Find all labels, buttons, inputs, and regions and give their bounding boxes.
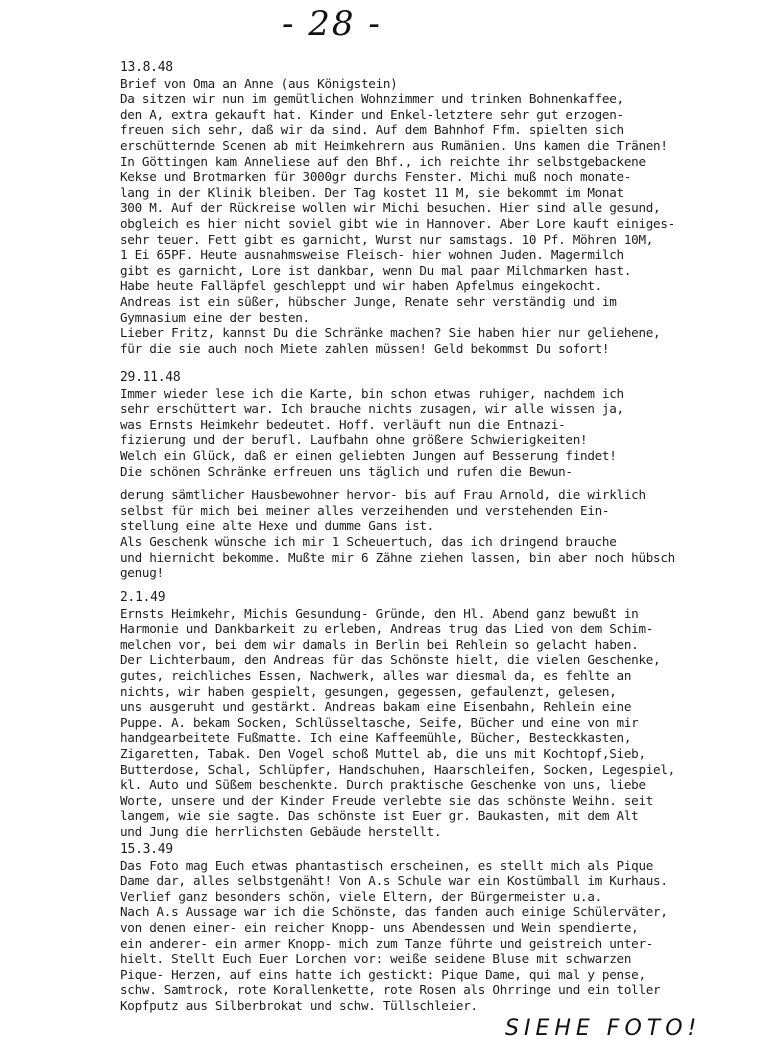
text-line: freuen sich sehr, daß wir da sind. Auf dem Bahnhof Ffm. spielten sich <box>120 122 624 138</box>
text-line: 1 Ei 65PF. Heute ausnahmsweise Fleisch- hier wohnen Juden. Magermilch <box>120 247 624 263</box>
text-line: langem, wie sie sagte. Das schönste ist Euer gr. Baukasten, mit dem Alt <box>120 808 639 824</box>
text-line: obgleich es hier nicht soviel gibt wie in Hannover. Aber Lore kauft einiges- <box>120 215 675 231</box>
text-line: 300 M. Auf der Rückreise wollen wir Michi besuchen. Hier sind alle gesund, <box>120 200 661 216</box>
text-line: Da sitzen wir nun im gemütlichen Wohnzimmer und trinken Bohnenkaffee, <box>120 91 624 107</box>
text-line: In Göttingen kam Anneliese auf den Bhf., ich reichte ihr selbstgebackene <box>120 153 646 169</box>
text-line: hielt. Stellt Euch Euer Lorchen vor: weiße seidene Bluse mit schwarzen <box>120 951 632 967</box>
text-line: und hiernicht bekomme. Mußte mir 6 Zähne ziehen lassen, bin aber noch hübsch <box>120 549 675 565</box>
letter-entry <box>120 590 680 840</box>
text-line: selbst für mich bei meiner alles verzeihenden und verstehenden Ein- <box>120 502 610 518</box>
text-line: Kopfputz aus Silberbrokat und schw. Tüllschleier. <box>120 997 478 1013</box>
text-line: gibt es garnicht, Lore ist dankbar, wenn Du mal paar Milchmarken hast. <box>120 262 632 278</box>
handwritten-note: SIEHE FOTO! <box>505 1016 702 1041</box>
letter-entry <box>120 60 680 356</box>
text-line: gutes, reichliches Essen, Nachwerk, alles war diesmal da, es fehlte an <box>120 667 632 683</box>
text-line: Dame dar, alles selbstgenäht! Von A.s Schule war ein Kostümball im Kurhaus. <box>120 873 668 889</box>
entry-date: 2.1.49 <box>120 590 166 605</box>
text-line: ein anderer- ein armer Knopp- mich zum Tanze führte und geistreich unter- <box>120 935 654 951</box>
text-line: Harmonie und Dankbarkeit zu erleben, Andreas trug das Lied von dem Schim- <box>120 621 654 637</box>
text-line: kl. Auto und Süßem beschenkte. Durch praktische Geschenke von uns, liebe <box>120 777 646 793</box>
text-line: schw. Samtrock, rote Korallenkette, rote Rosen als Ohrringe und ein toller <box>120 982 661 998</box>
text-line: Als Geschenk wünsche ich mir 1 Scheuertuch, das ich dringend brauche <box>120 533 617 549</box>
text-line: Kekse und Brotmarken für 3000gr durchs Fenster. Michi muß noch monate- <box>120 169 632 185</box>
text-line: Ernsts Heimkehr, Michis Gesundung- Gründe, den Hl. Abend ganz bewußt in <box>120 605 639 621</box>
text-line: Lieber Fritz, kannst Du die Schränke machen? Sie haben hier nur geliehene, <box>120 325 661 341</box>
text-line: genug! <box>120 565 164 581</box>
text-line: Welch ein Glück, daß er einen geliebten Jungen auf Besserung findet! <box>120 447 617 463</box>
text-line: sehr erschüttert war. Ich brauche nichts zusagen, wir alle wissen ja, <box>120 401 624 417</box>
text-line: Verlief ganz besonders schön, viele Eltern, der Bürgermeister u.a. <box>120 888 602 904</box>
text-line: Puppe. A. bekam Socken, Schlüsseltasche, Seife, Bücher und eine von mir <box>120 714 639 730</box>
text-line: den A, extra gekauft hat. Kinder und Enkel-letztere sehr gut erzogen- <box>120 106 624 122</box>
entry-date: 13.8.48 <box>120 60 173 75</box>
text-line: lang in der Klinik bleiben. Der Tag kostet 11 M, sie bekommt im Monat <box>120 184 624 200</box>
text-line: Das Foto mag Euch etwas phantastisch erscheinen, es stellt mich als Pique <box>120 857 654 873</box>
text-line: für die sie auch noch Miete zahlen müssen! Geld bekommst Du sofort! <box>120 340 610 356</box>
text-line: Immer wieder lese ich die Karte, bin schon etwas ruhiger, nachdem ich <box>120 385 624 401</box>
text-line: Brief von Oma an Anne (aus Königstein) <box>120 75 398 91</box>
text-line: Andreas ist ein süßer, hübscher Junge, Renate sehr verständig und im <box>120 293 617 309</box>
text-line: melchen vor, bei dem wir damals in Berlin bei Rehlein so gelacht haben. <box>120 636 639 652</box>
text-line: Worte, unsere und der Kinder Freude verlebte sie das schönste Weihn. seit <box>120 792 654 808</box>
text-line: von denen einer- ein reicher Knopp- uns Abendessen und Wein spendierte, <box>120 919 639 935</box>
page-number: - 28 - <box>282 4 382 44</box>
text-line: und Jung die herrlichsten Gebäude herstellt. <box>120 823 442 839</box>
text-line: sehr teuer. Fett gibt es garnicht, Wurst nur samstags. 10 Pf. Möhren 10M, <box>120 231 654 247</box>
text-line: Pique- Herzen, auf eins hatte ich gestickt: Pique Dame, qui mal y pense, <box>120 966 646 982</box>
text-line: uns ausgeruht und gestärkt. Andreas bakam eine Eisenbahn, Rehlein eine <box>120 699 632 715</box>
text-line: derung sämtlicher Hausbewohner hervor- bis auf Frau Arnold, die wirklich <box>120 487 646 503</box>
text-line: handgearbeitete Fußmatte. Ich eine Kaffeemühle, Bücher, Besteckkasten, <box>120 730 632 746</box>
text-line: erschütternde Scenen ab mit Heimkehrern aus Rumänien. Uns kamen die Tränen! <box>120 137 668 153</box>
entry-date: 15.3.49 <box>120 842 173 857</box>
text-line: Zigaretten, Tabak. Den Vogel schoß Muttel ab, die uns mit Kochtopf,Sieb, <box>120 745 646 761</box>
text-line: Butterdose, Schal, Schlüpfer, Handschuhen, Haarschleifen, Socken, Legespiel, <box>120 761 675 777</box>
text-line: stellung eine alte Hexe und dumme Gans ist. <box>120 518 434 534</box>
text-line: Gymnasium eine der besten. <box>120 309 310 325</box>
text-line: Habe heute Falläpfel geschleppt und wir haben Apfelmus eingekocht. <box>120 278 602 294</box>
text-line: Die schönen Schränke erfreuen uns täglich und rufen die Bewun- <box>120 463 573 479</box>
text-line: fizierung und der berufl. Laufbahn ohne größere Schwierigkeiten! <box>120 432 588 448</box>
text-line: Der Lichterbaum, den Andreas für das Schönste hielt, die vielen Geschenke, <box>120 652 661 668</box>
text-line: nichts, wir haben gespielt, gesungen, gegessen, gefaulenzt, gelesen, <box>120 683 617 699</box>
text-line: was Ernsts Heimkehr bedeutet. Hoff. verläuft nun die Entnazi- <box>120 416 566 432</box>
letter-entry <box>120 370 680 581</box>
text-line: Nach A.s Aussage war ich die Schönste, das fanden auch einige Schülerväter, <box>120 904 668 920</box>
entry-date: 29.11.48 <box>120 370 181 385</box>
letter-entry <box>120 842 680 1014</box>
